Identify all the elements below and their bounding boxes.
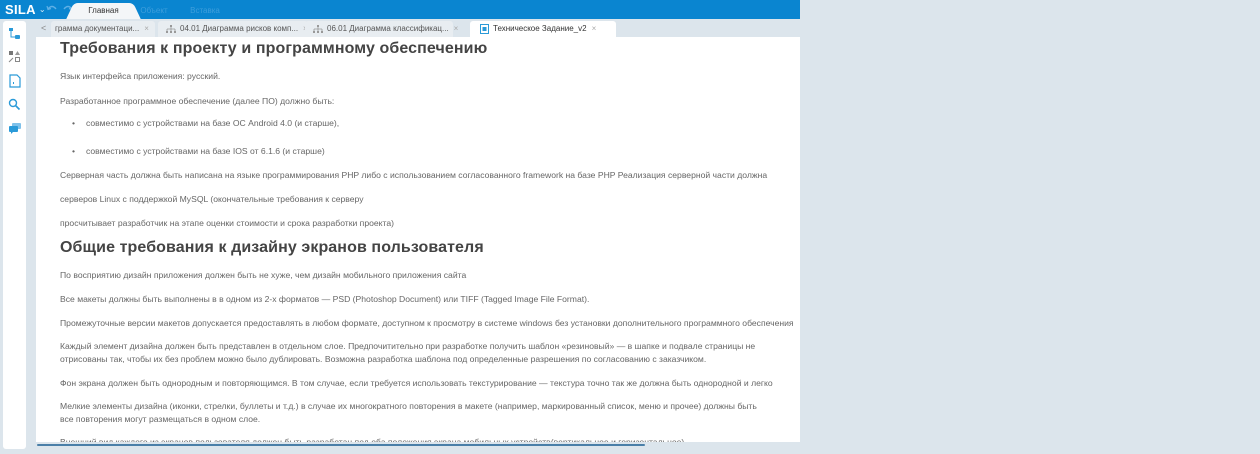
left-toolbar — [3, 21, 26, 449]
close-icon[interactable]: × — [453, 24, 459, 33]
ribbon-tab-object[interactable] — [134, 3, 174, 19]
search-button[interactable] — [7, 97, 22, 112]
list-item-ios — [72, 146, 325, 156]
paragraph-design-6b: все повторения могут размещаться в одном слое. — [60, 414, 261, 424]
heading-project-requirements: Требования к проекту и программному обеспечению — [60, 40, 488, 57]
paragraph-design-4b: отрисованы так, чтобы их без проблем можно было дублировать. Возможна разработка шаблона под определенные разрешения по согласованию с заказчиком. — [60, 354, 707, 364]
doc-tab-label: 06.01 Диаграмма классификац... — [327, 24, 449, 33]
document-icon — [9, 74, 21, 88]
shapes-button[interactable] — [7, 49, 22, 64]
paragraph-language: Язык интерфейса приложения: русский. — [60, 71, 221, 81]
ribbon-tab-home[interactable] — [76, 3, 131, 19]
paragraph-design-5: Фон экрана должен быть однородным и повторяющимся. В том случае, если требуется использовать текстурирование — текстура точно так же должна быть однородной и легко — [60, 378, 773, 388]
paragraph-design-6a: Мелкие элементы дизайна (иконки, стрелки, буллеты и т.д.) в случае их многократного повторения в макете (например, маркированный список, меню и прочее) должны быть — [60, 401, 757, 411]
ribbon-tab-label: Главная — [88, 6, 119, 15]
ribbon-tab-insert[interactable] — [183, 3, 227, 19]
chevron-down-icon: ⌄ — [38, 5, 46, 14]
paragraph-design-2: Все макеты должны быть выполнены в в одном из 2-х форматов — PSD (Photoshop Document) или TIFF (Tagged Image File Format). — [60, 294, 590, 304]
undo-button[interactable] — [46, 3, 58, 15]
diagram-icon — [166, 25, 176, 33]
doc-tab-label: 04.01 Диаграмма рисков комп... — [180, 24, 299, 33]
app-top-bar — [0, 0, 800, 19]
paragraph-server-1: Серверная часть должна быть написана на языке программирования PHP либо с использованием согласованного framework на базе PHP Реализация серверной части должна — [60, 170, 768, 180]
list-item-android — [72, 118, 339, 128]
tabs-scroll-left-button[interactable]: < — [41, 23, 47, 33]
document-editor[interactable] — [36, 37, 800, 442]
paragraph-software: Разработанное программное обеспечение (далее ПО) должно быть: — [60, 96, 335, 106]
doc-tab-label: Техническое Задание_v2 — [493, 24, 587, 33]
tree-diagram-icon — [8, 27, 21, 40]
doc-tab-label: грамма документаци... — [55, 24, 140, 33]
paragraph-design-4a: Каждый элемент дизайна должен быть представлен в отдельном слое. Предпочитительно при разработке получить шаблон «резиновый» — в шапке и подвале страницы не — [60, 341, 756, 351]
paragraph-server-3: просчитывает разработчик на этапе оценки стоимости и срока разработки проекта) — [60, 218, 395, 228]
list-item-text: совместимо с устройствами на базе IOS от 6.1.6 (и старше) — [86, 146, 325, 156]
undo-icon — [46, 3, 58, 13]
diagram-icon — [313, 25, 323, 33]
app-menu-button[interactable] — [5, 2, 46, 17]
doc-tab-risk-diagram[interactable] — [158, 21, 308, 37]
document-tab-bar — [33, 20, 800, 37]
list-item-text: совместимо с устройствами на базе ОС Android 4.0 (и старше), — [86, 118, 340, 128]
doc-tab-documentation-diagram[interactable] — [51, 21, 155, 37]
shapes-icon — [8, 50, 21, 63]
comments-button[interactable] — [7, 120, 22, 135]
horizontal-scrollbar-thumb[interactable] — [37, 444, 645, 446]
app-logo: SILA — [5, 2, 36, 17]
heading-design-requirements: Общие требования к дизайну экранов пользователя — [60, 239, 484, 256]
search-icon — [8, 98, 21, 111]
horizontal-scrollbar[interactable] — [36, 442, 800, 450]
ribbon-tab-label: Вставка — [190, 6, 220, 15]
paragraph-design-3: Промежуточные версии макетов допускается предоставлять в любом формате, доступном к просмотру в системе windows без установки дополнительного программного обеспечения — [60, 318, 794, 328]
documents-button[interactable] — [7, 73, 22, 88]
structure-button[interactable] — [7, 26, 22, 41]
doc-tab-classification-diagram[interactable] — [305, 21, 459, 37]
paragraph-server-2: серверов Linux с поддержкой MySQL (окончательные требования к серверу — [60, 194, 364, 204]
chat-icon — [8, 122, 22, 134]
doc-tab-technical-spec[interactable] — [470, 21, 616, 37]
close-icon[interactable]: × — [144, 24, 149, 33]
paragraph-design-1: По восприятию дизайн приложения должен быть не хуже, чем дизайн мобильного приложения сайта — [60, 270, 467, 280]
close-icon[interactable]: × — [591, 24, 597, 33]
ribbon-tab-label: Объект — [140, 6, 168, 15]
document-icon — [480, 24, 489, 34]
